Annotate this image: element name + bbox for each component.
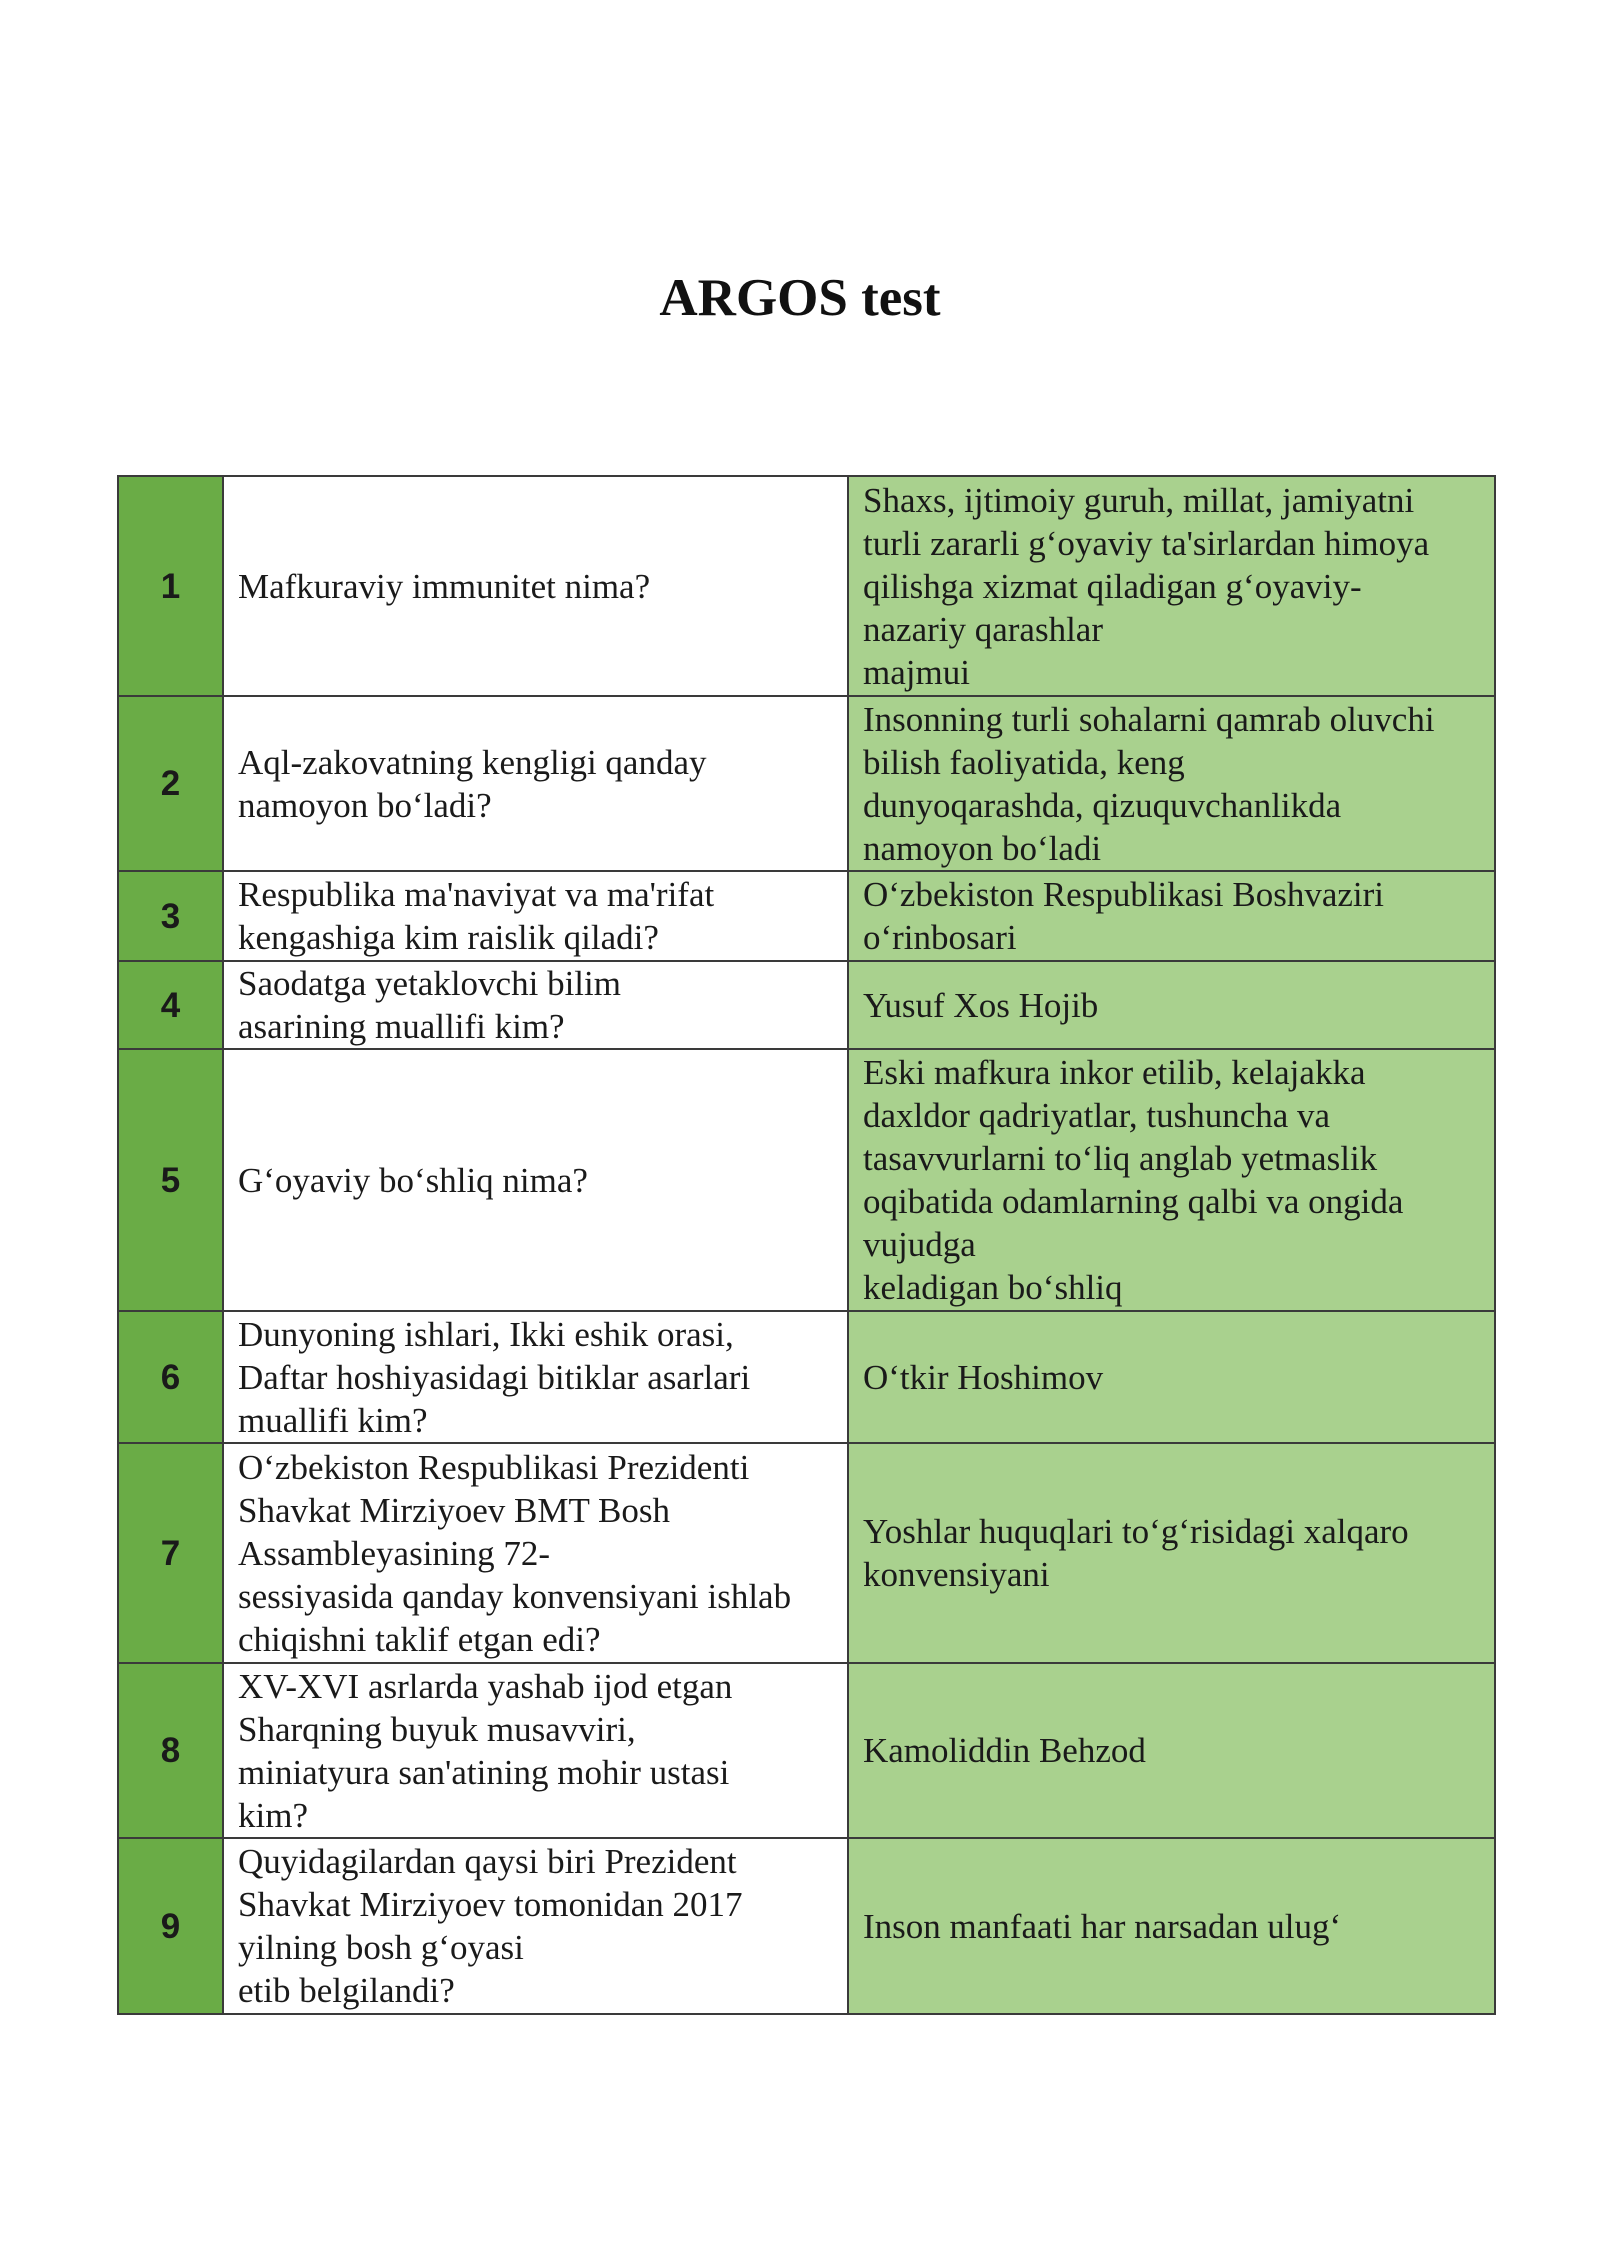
answer-line: Eski mafkura inkor etilib, kelajakka [863,1053,1366,1092]
answer-line: majmui [863,652,970,692]
qa-table [117,475,1496,2015]
question-line: namoyon bo‘ladi? [238,785,492,825]
answer-cell [848,1838,1495,2014]
question-line: Saodatga yetaklovchi bilim [238,964,621,1003]
question-line: Daftar hoshiyasidagi bitiklar asarlari [238,1357,751,1397]
question-line: Dunyoning ishlari, Ikki eshik orasi, [238,1314,734,1354]
table-row [118,961,1495,1049]
question-cell [223,961,848,1049]
answer-line: daxldor qadriyatlar, tushuncha va [863,1096,1331,1135]
question-line: XV-XVI asrlarda yashab ijod etgan [238,1666,733,1706]
answer-line: Yusuf Xos Hojib [863,985,1099,1025]
question-line: Quyidagilardan qaysi biri Prezident [238,1842,737,1881]
answer-cell [848,1311,1495,1443]
answer-line: Kamoliddin Behzod [863,1731,1146,1770]
row-number: 5 [118,1049,223,1311]
row-number: 3 [118,871,223,961]
table-row [118,1663,1495,1838]
row-number: 1 [118,476,223,696]
question-line: yilning bosh g‘oyasi [238,1928,524,1967]
table-row [118,871,1495,961]
question-line: kengashiga kim raislik qiladi? [238,918,659,957]
answer-line: keladigan bo‘shliq [863,1268,1123,1307]
answer-line: bilish faoliyatida, keng [863,742,1185,782]
question-line: Shavkat Mirziyoev tomonidan 2017 [238,1885,743,1924]
table-row [118,476,1495,696]
question-line: Aql-zakovatning kengligi qanday [238,742,707,782]
question-line: G‘oyaviy bo‘shliq nima? [238,1160,588,1200]
question-line: Respublika ma'naviyat va ma'rifat [238,875,715,914]
answer-line: qilishga xizmat qiladigan g‘oyaviy- [863,566,1362,606]
question-line: Sharqning buyuk musavviri, [238,1709,636,1749]
row-number: 7 [118,1443,223,1663]
row-number: 8 [118,1663,223,1838]
answer-line: nazariy qarashlar [863,609,1103,649]
answer-line: Insonning turli sohalarni qamrab oluvchi [863,699,1435,739]
question-cell [223,1311,848,1443]
row-number: 6 [118,1311,223,1443]
table-row [118,696,1495,871]
answer-line: turli zararli g‘oyaviy ta'sirlardan himoya [863,523,1430,563]
answer-line: Inson manfaati har narsadan ulug‘ [863,1906,1342,1946]
question-line: O‘zbekiston Respublikasi Prezidenti [238,1447,750,1487]
answer-line: konvensiyani [863,1555,1050,1594]
page-title: ARGOS test [659,269,941,327]
answer-line: vujudga [863,1225,976,1264]
row-number: 4 [118,961,223,1049]
question-line: sessiyasida qanday konvensiyani ishlab [238,1576,792,1616]
answer-line: tasavvurlarni to‘liq anglab yetmaslik [863,1139,1378,1178]
answer-cell [848,871,1495,961]
question-cell [223,1838,848,2014]
question-cell [223,476,848,696]
qa-table-body [118,476,1495,2014]
question-cell [223,871,848,961]
table-row [118,1443,1495,1663]
question-line: Assambleyasining 72- [238,1533,551,1573]
question-cell [223,1443,848,1663]
question-cell [223,696,848,871]
answer-cell [848,1663,1495,1838]
question-line: muallifi kim? [238,1400,428,1440]
question-line: chiqishni taklif etgan edi? [238,1619,601,1659]
question-line: etib belgilandi? [238,1971,455,2010]
answer-line: O‘tkir Hoshimov [863,1357,1104,1397]
answer-line: oqibatida odamlarning qalbi va ongida [863,1182,1404,1221]
question-cell [223,1049,848,1311]
answer-line: namoyon bo‘ladi [863,828,1102,868]
answer-cell [848,1049,1495,1311]
answer-line: O‘zbekiston Respublikasi Boshvaziri [863,875,1385,914]
question-cell [223,1663,848,1838]
answer-cell [848,476,1495,696]
answer-cell [848,696,1495,871]
question-line: Mafkuraviy immunitet nima? [238,566,651,606]
question-line: asarining muallifi kim? [238,1007,565,1046]
question-line: Shavkat Mirziyoev BMT Bosh [238,1490,670,1530]
table-row [118,1838,1495,2014]
table-row [118,1049,1495,1311]
answer-cell [848,1443,1495,1663]
answer-line: Shaxs, ijtimoiy guruh, millat, jamiyatni [863,480,1415,520]
table-row [118,1311,1495,1443]
answer-line: Yoshlar huquqlari to‘g‘risidagi xalqaro [863,1512,1409,1551]
row-number: 2 [118,696,223,871]
answer-line: o‘rinbosari [863,918,1017,957]
question-line: kim? [238,1795,308,1835]
answer-line: dunyoqarashda, qizuquvchanlikda [863,785,1342,825]
question-line: miniatyura san'atining mohir ustasi [238,1752,730,1792]
row-number: 9 [118,1838,223,2014]
answer-cell [848,961,1495,1049]
